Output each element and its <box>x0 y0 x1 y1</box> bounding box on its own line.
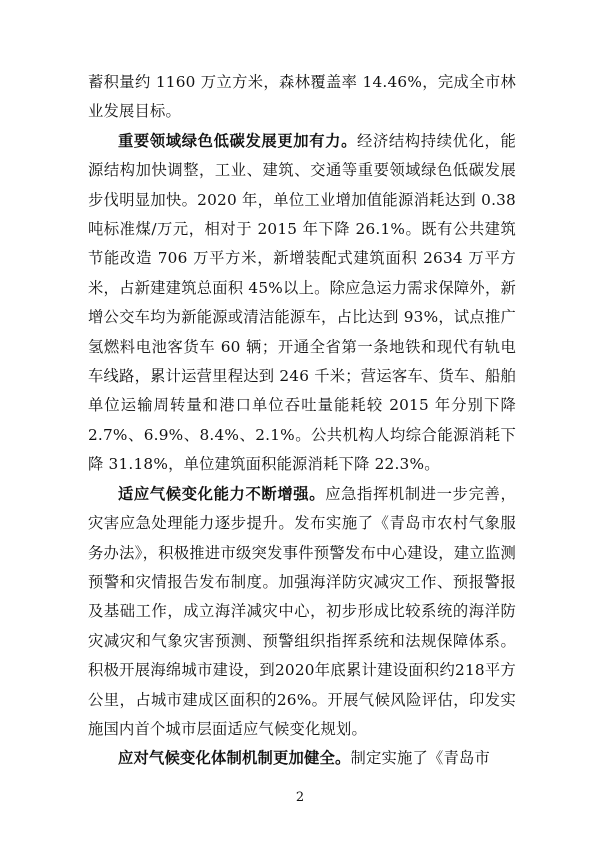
paragraph-green-low-carbon <box>88 127 516 480</box>
paragraph-heading: 适应气候变化能力不断增强。 <box>118 484 326 503</box>
body-text <box>88 68 516 774</box>
paragraph-forest-stock <box>88 68 516 127</box>
page-number: 2 <box>295 790 305 805</box>
paragraph-institutional-mechanism <box>88 744 516 773</box>
paragraph-text: 应急指挥机制进一步完善，灾害应急处理能力逐步提升。发布实施了《青岛市农村气象服务办法》，积极推进市级突发事件预警发布中心建设，建立监测预警和灾情报告发布制度。加强海洋防灾减灾工作、预报警报及基础工作，成立海洋减灾中心，初步形成比较系统的海洋防灾减灾和气象灾害预测、预警组织指挥系统和法规保障体系。积极开展海绵城市建设，到2020年底累计建设面积约218平方公里，占城市建成区面积的26%。开展气候风险评估，印发实施国内首个城市层面适应气候变化规划。 <box>88 484 516 738</box>
paragraph-text: 经济结构持续优化，能源结构加快调整，工业、建筑、交通等重要领域绿色低碳发展步伐明显加快。2020 年，单位工业增加值能源消耗达到 0.38 吨标准煤/万元，相对于 2015 年下降 26.1%。既有公共建筑节能改造 706 万平方米，新增装配式建筑面积 2634 万平方米，占新建建筑总面积 45%以上。除应急运力需求保障外，新增公交车均为新能源或清洁能源车，占比达到 93%，试点推广氢燃料电池客货车 60 辆；开通全省第一条地铁和现代有轨电车线路，累计运营里程达到 246 千米；营运客车、货车、船舶单位运输周转量和港口单位吞吐量能耗较 2015 年分别下降 2.7%、6.9%、8.4%、2.1%。公共机构人均综合能源消耗下降 31.18%，单位建筑面积能源消耗下降 22.3%。 <box>88 131 516 474</box>
paragraph-text: 制定实施了《青岛市 <box>350 749 490 768</box>
paragraph-heading: 重要领域绿色低碳发展更加有力。 <box>118 131 358 150</box>
paragraph-text: 蓄积量约 1160 万立方米，森林覆盖率 14.46%，完成全市林业发展目标。 <box>88 73 516 121</box>
paragraph-climate-adaptation <box>88 480 516 745</box>
paragraph-heading: 应对气候变化体制机制更加健全。 <box>118 749 351 768</box>
